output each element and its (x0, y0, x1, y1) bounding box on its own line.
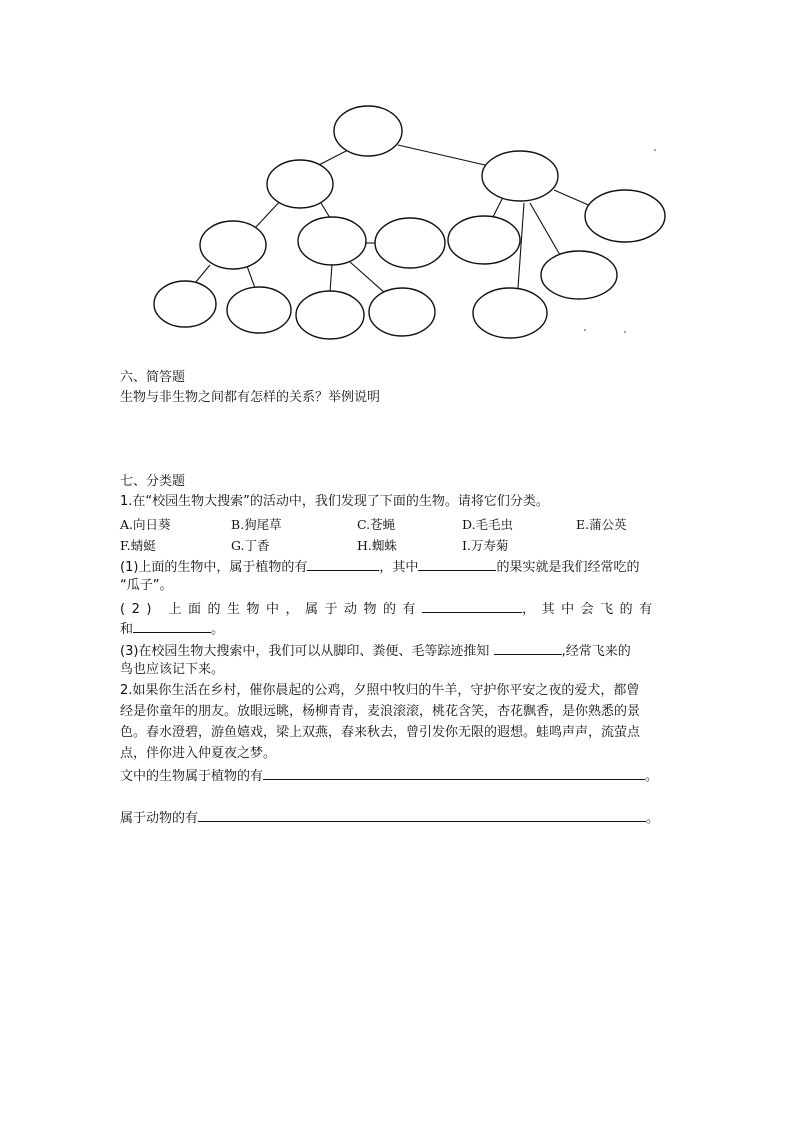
tree-node (369, 288, 435, 336)
answer-blank-plants[interactable] (307, 556, 379, 571)
answer-blank-text-animals[interactable] (198, 807, 646, 822)
tree-node (375, 218, 445, 268)
animals-answer-row (120, 807, 659, 829)
sub-question-1-text-b: ，其中 (379, 560, 419, 575)
question-2-line-1: 2.如果你生活在乡村，催你晨起的公鸡，夕照中牧归的牛羊，守护你平安之夜的爱犬，都曾 (120, 683, 640, 698)
connector-line (554, 190, 593, 207)
section-6-title: 六、简答题 (120, 370, 186, 385)
option-e: E.蒲公英 (576, 517, 627, 532)
answer-blank-flying-animals[interactable] (133, 618, 211, 633)
tree-node-right-l1 (482, 151, 558, 201)
section-6-question: 生物与非生物之间都有怎样的关系？举例说明 (120, 390, 381, 405)
option-c: C.苍蝇 (357, 517, 396, 532)
option-b: B.狗尾草 (231, 517, 282, 532)
option-f: F.蜻蜓 (120, 538, 156, 553)
sub-question-2-text-a: (2) 上面的生物中，属于动物的有 (120, 602, 423, 617)
question-2-line-3: 色。春水澄碧，游鱼嬉戏，梁上双燕，春来秋去，曾引发你无限的遐想。蛙鸣声声，流萤点 (120, 725, 641, 740)
option-g: G.丁香 (231, 538, 270, 553)
option-i: I.万寿菊 (462, 538, 509, 553)
connector-line (398, 145, 485, 165)
plants-label: 文中的生物属于植物的有 (120, 769, 264, 784)
sub-question-1-text-c: 的果实就是我们经常吃的 (496, 560, 640, 575)
tree-node (541, 251, 617, 299)
animals-label: 属于动物的有 (120, 811, 199, 826)
tree-node (298, 217, 366, 265)
option-h: H.蜘蛛 (357, 538, 397, 553)
connector-line (493, 197, 503, 217)
tree-node (296, 291, 364, 339)
stray-dot (584, 329, 586, 331)
tree-node (200, 221, 266, 269)
answer-blank-seed-plant[interactable] (418, 556, 496, 571)
plants-answer-row (120, 765, 658, 787)
answer-blank-text-plants[interactable] (263, 765, 645, 780)
classification-tree-diagram (0, 0, 794, 360)
sub-question-2 (120, 598, 659, 620)
tree-node (227, 287, 291, 333)
tree-node (448, 216, 520, 264)
section-7-title: 七、分类题 (120, 474, 186, 489)
sub-question-2-period: 。 (211, 622, 225, 637)
answer-blank-animals[interactable] (422, 598, 522, 613)
animals-period: 。 (646, 811, 660, 826)
sub-question-3-text-b: ,经常飞来的 (561, 644, 631, 659)
sub-question-2-and: 和 (120, 622, 134, 637)
sub-question-3-text-a: (3)在校园生物大搜索中，我们可以从脚印、粪便、毛等踪迹推知 (120, 644, 490, 659)
stray-dot (624, 331, 626, 333)
connector-line (195, 265, 210, 283)
tree-node (585, 190, 665, 242)
sub-question-1 (120, 556, 639, 578)
tree-node-left-l1 (267, 160, 333, 208)
sub-question-1-text-a: (1)上面的生物中，属于植物的有 (120, 560, 308, 575)
sub-question-2-text-b: ，其中会飞的有 (522, 602, 659, 617)
sub-question-1-line-2: “瓜子”。 (120, 578, 173, 593)
connector-line (350, 262, 385, 293)
tree-node (473, 288, 547, 338)
question-2-line-2: 经是你童年的朋友。放眼远眺，杨柳青青，麦浪滚滚，桃花含笑，杏花飘香，是你熟悉的景 (120, 704, 641, 719)
stray-dot (654, 149, 656, 151)
tree-node (154, 281, 216, 327)
question-2-line-4: 点，伴你进入仲夏夜之梦。 (120, 746, 277, 761)
option-d: D.毛毛虫 (462, 517, 514, 532)
option-a: A.向日葵 (120, 517, 171, 532)
connector-line (247, 266, 255, 288)
sub-question-3 (120, 640, 631, 662)
sub-question-2-line-2 (120, 618, 224, 640)
tree-node-root (334, 106, 402, 156)
question-1-intro: 1.在“校园生物大搜索”的活动中，我们发现了下面的生物。请将它们分类。 (120, 494, 549, 509)
answer-blank-traces[interactable] (494, 640, 562, 655)
sub-question-3-line-2: 鸟也应该记下来。 (120, 662, 225, 677)
connector-line (530, 203, 560, 255)
plants-period: 。 (645, 769, 659, 784)
connector-line (330, 264, 332, 292)
